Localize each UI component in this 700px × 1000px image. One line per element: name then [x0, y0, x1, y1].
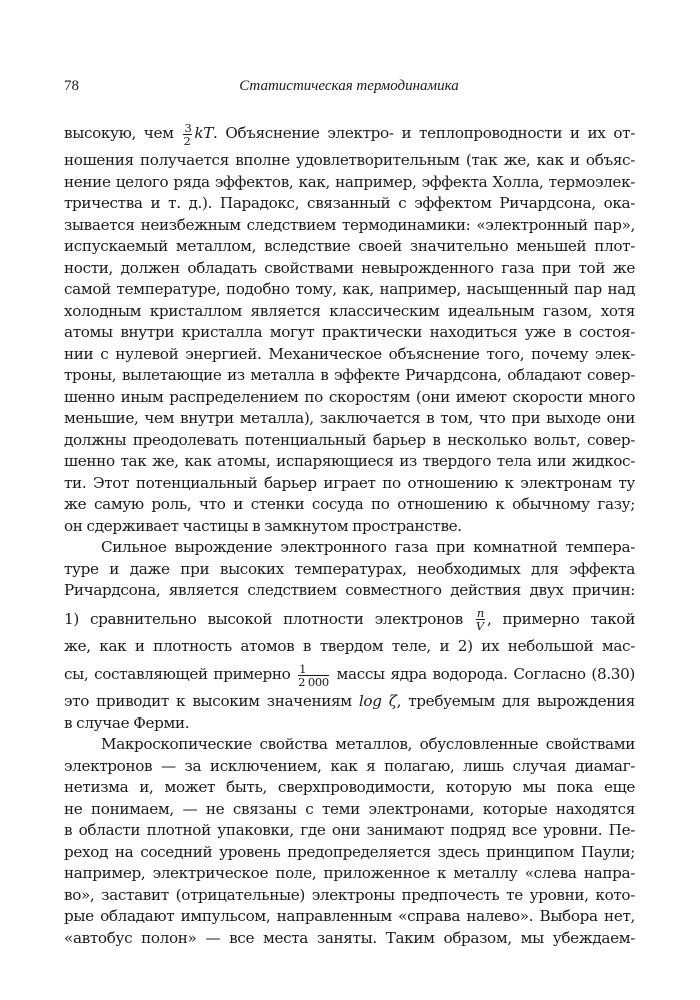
log-zeta-symbol: log ζ	[358, 692, 397, 710]
text-line: в случае Ферми.	[64, 713, 190, 732]
text-line: же, как и плотность атомов в твердом теле, и 2) их небольшой мас-	[64, 636, 635, 655]
text-line: нии с нулевой энергией. Механическое объяснение того, почему элек-	[64, 344, 635, 363]
text-line: ности, должен обладать свойствами невырожденного газа при той же	[64, 258, 635, 277]
text-line: атомы внутри кристалла могут практически находиться уже в состоя-	[64, 323, 635, 341]
text-line: же самую роль, что и стенки сосуда по отношению к обычному газу;	[64, 495, 635, 513]
running-title: Статистическая термодинамика	[239, 78, 459, 94]
text-line: нетизма и, может быть, сверхпроводимости, которую мы пока еще	[64, 778, 635, 796]
text-line: реход на соседний уровень предопределяется здесь принципом Паули;	[64, 842, 635, 861]
text-line: Ричардсона, является следствием совместного действия двух причин:	[64, 581, 635, 599]
text-line: он сдерживает частицы в замкнутом пространстве.	[64, 516, 462, 535]
text-line: туре и даже при высоких температурах, необходимых для эффекта	[64, 559, 635, 578]
text-line: самой температуре, подобно тому, как, например, насыщенный пар над	[64, 280, 635, 298]
text-line: тричества и т. д.). Парадокс, связанный с эффектом Ричардсона, ока-	[64, 194, 635, 212]
text-line: должны преодолевать потенциальный барьер в несколько вольт, совер-	[64, 430, 635, 449]
fraction-n-over-V: $\frac{n}{V}$	[475, 606, 484, 633]
text-line: сы, составляющей примерно $\frac{1}{2 000}$ массы ядра водорода. Согласно (8.30)	[64, 661, 635, 689]
text-line: нение целого ряда эффектов, как, например, эффекта Холла, термоэлек-	[64, 172, 635, 191]
page-header	[64, 78, 634, 100]
text-line: шенно так же, как атомы, испаряющиеся из твердого тела или жидкос-	[64, 452, 635, 470]
text-line: меньшие, чем внутри металла), заключается в том, что при выходе они	[64, 409, 635, 427]
text-line: ти. Этот потенциальный барьер играет по отношению к электронам ту	[64, 473, 635, 492]
text-line: это приводит к высоким значениям log ζ, требуемым для вырождения	[64, 692, 635, 710]
body-text	[64, 116, 635, 949]
fraction-three-halves: $\frac{3}{2}$	[183, 120, 192, 148]
text-line: рые обладают импульсом, направленным «справа налево». Выбора нет,	[64, 907, 635, 925]
text-line: электронов — за исключением, как я полагаю, лишь случая диамаг-	[64, 756, 635, 775]
kT-symbol: kT	[194, 124, 214, 142]
text-line: не понимаем, — не связаны с теми электронами, которые находятся	[64, 799, 635, 818]
text-line: зывается неизбежным следствием термодинамики: «электронный пар»,	[64, 215, 635, 234]
text-line: Сильное вырождение электронного газа при комнатной темпера-	[101, 538, 635, 556]
page-number: 78	[64, 78, 79, 94]
text-line: холодным кристаллом является классическим идеальным газом, хотя	[64, 301, 635, 320]
text-line: во», заставит (отрицательные) электроны предпочесть те уровни, кото-	[64, 885, 635, 904]
text-line: шенно иным распределением по скоростям (они имеют скорости много	[64, 387, 635, 406]
text-line: 1) сравнительно высокой плотности электронов $\frac{n}{V}$ , примерно такой	[64, 606, 635, 633]
text-line: например, электрическое поле, приложенное к металлу «слева напра-	[64, 864, 635, 882]
text-line: испускаемый металлом, вследствие своей значительно меньшей плот-	[64, 237, 635, 255]
text-line: Макроскопические свойства металлов, обусловленные свойствами	[101, 735, 635, 753]
text-line: ношения получается вполне удовлетворительным (так же, как и объяс-	[64, 151, 635, 169]
text-line: троны, вылетающие из металла в эффекте Ричардсона, обладают совер-	[64, 366, 635, 384]
text-line: в области плотной упаковки, где они занимают подряд все уровни. Пе-	[64, 821, 635, 839]
fraction-one-over-2000: $\frac{1}{2 000}$	[298, 661, 329, 689]
text-line: «автобус полон» — все места заняты. Таким образом, мы убеждаем-	[64, 928, 635, 947]
text-line: высокую, чем $\frac{3}{2}$ kT. Объяснение электро- и теплопроводности и их от-	[64, 120, 635, 148]
